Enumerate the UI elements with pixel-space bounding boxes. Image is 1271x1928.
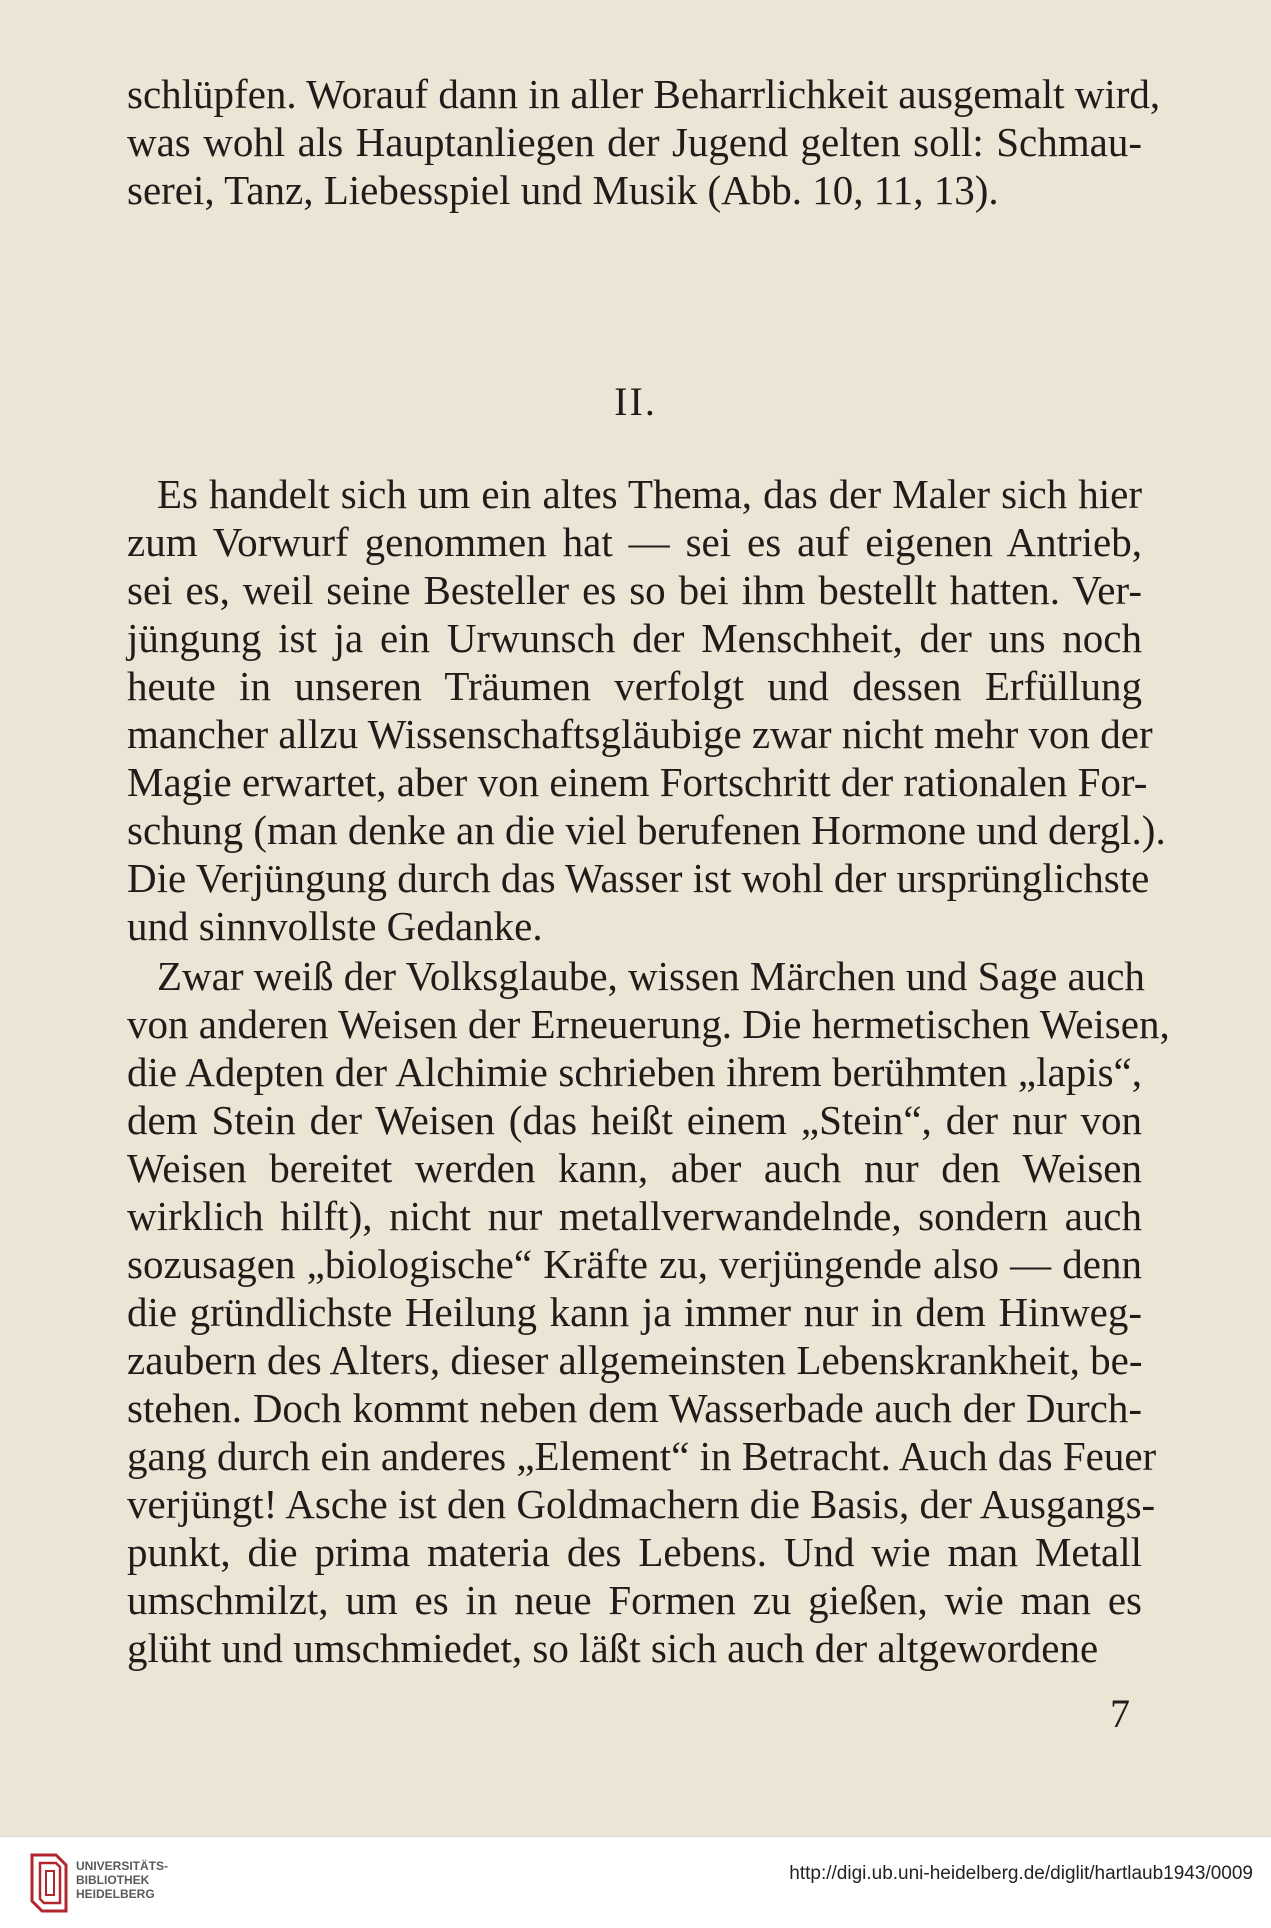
text-line: von anderen Weisen der Erneuerung. Die hermetischen Weisen, [127, 1001, 1170, 1047]
page-number: 7 [1110, 1691, 1130, 1736]
library-logo-icon [26, 1851, 74, 1915]
text-line: Die Verjüngung durch das Wasser ist wohl der ursprünglichste [127, 855, 1150, 901]
text-line: mancher allzu Wissenschaftsgläubige zwar nicht mehr von der [127, 711, 1153, 757]
footer-bar [0, 1836, 1271, 1928]
text-line: Es handelt sich um ein altes Thema, das der Maler sich hier [157, 471, 1142, 517]
text-line: punkt, die prima materia des Lebens. Und wie man Metall [127, 1529, 1142, 1575]
text-line: was wohl als Hauptanliegen der Jugend gelten soll: Schmau- [127, 119, 1142, 165]
library-name-line: HEIDELBERG [76, 1887, 155, 1901]
text-line: glüht und umschmiedet, so läßt sich auch der altgewordene [127, 1625, 1099, 1671]
text-line: Zwar weiß der Volksglaube, wissen Märchen und Sage auch [157, 953, 1145, 999]
text-line: sozusagen „biologische“ Kräfte zu, verjüngende also — denn [127, 1241, 1142, 1287]
section-heading: II. [614, 379, 657, 424]
source-url-link[interactable]: http://digi.ub.uni-heidelberg.de/diglit/hartlaub1943/0009 [789, 1863, 1253, 1884]
text-line: gang durch ein anderes „Element“ in Betracht. Auch das Feuer [127, 1433, 1157, 1479]
library-name-line: UNIVERSITÄTS- [76, 1859, 169, 1873]
text-line: wirklich hilft), nicht nur metallverwandelnde, sondern auch [127, 1193, 1142, 1239]
text-line: und sinnvollste Gedanke. [127, 903, 543, 949]
text-line: schlüpfen. Worauf dann in aller Beharrlichkeit ausgemalt wird, [127, 71, 1161, 117]
text-line: Magie erwartet, aber von einem Fortschritt der rationalen For- [127, 759, 1148, 805]
text-line: Weisen bereitet werden kann, aber auch nur den Weisen [127, 1145, 1142, 1191]
text-line: die Adepten der Alchimie schrieben ihrem berühmten „lapis“, [127, 1049, 1142, 1095]
text-line: heute in unseren Träumen verfolgt und dessen Erfüllung [127, 663, 1142, 709]
text-line: jüngung ist ja ein Urwunsch der Menschheit, der uns noch [127, 615, 1142, 661]
text-line: sei es, weil seine Besteller es so bei ihm bestellt hatten. Ver- [127, 567, 1142, 613]
text-line: zum Vorwurf genommen hat — sei es auf eigenen Antrieb, [127, 519, 1142, 565]
text-line: schung (man denke an die viel berufenen Hormone und dergl.). [127, 807, 1166, 853]
library-name [76, 1859, 168, 1901]
text-line: verjüngt! Asche ist den Goldmachern die Basis, der Ausgangs- [127, 1481, 1156, 1527]
text-line: dem Stein der Weisen (das heißt einem „Stein“, der nur von [127, 1097, 1142, 1143]
text-line: serei, Tanz, Liebesspiel und Musik (Abb. 10, 11, 13). [127, 167, 999, 213]
text-line: die gründlichste Heilung kann ja immer nur in dem Hinweg- [127, 1289, 1142, 1335]
text-line: stehen. Doch kommt neben dem Wasserbade auch der Durch- [127, 1385, 1142, 1431]
text-line: umschmilzt, um es in neue Formen zu gießen, wie man es [127, 1577, 1142, 1623]
library-name-line: BIBLIOTHEK [76, 1873, 150, 1887]
text-line: zaubern des Alters, dieser allgemeinsten Lebenskrankheit, be- [127, 1337, 1143, 1383]
